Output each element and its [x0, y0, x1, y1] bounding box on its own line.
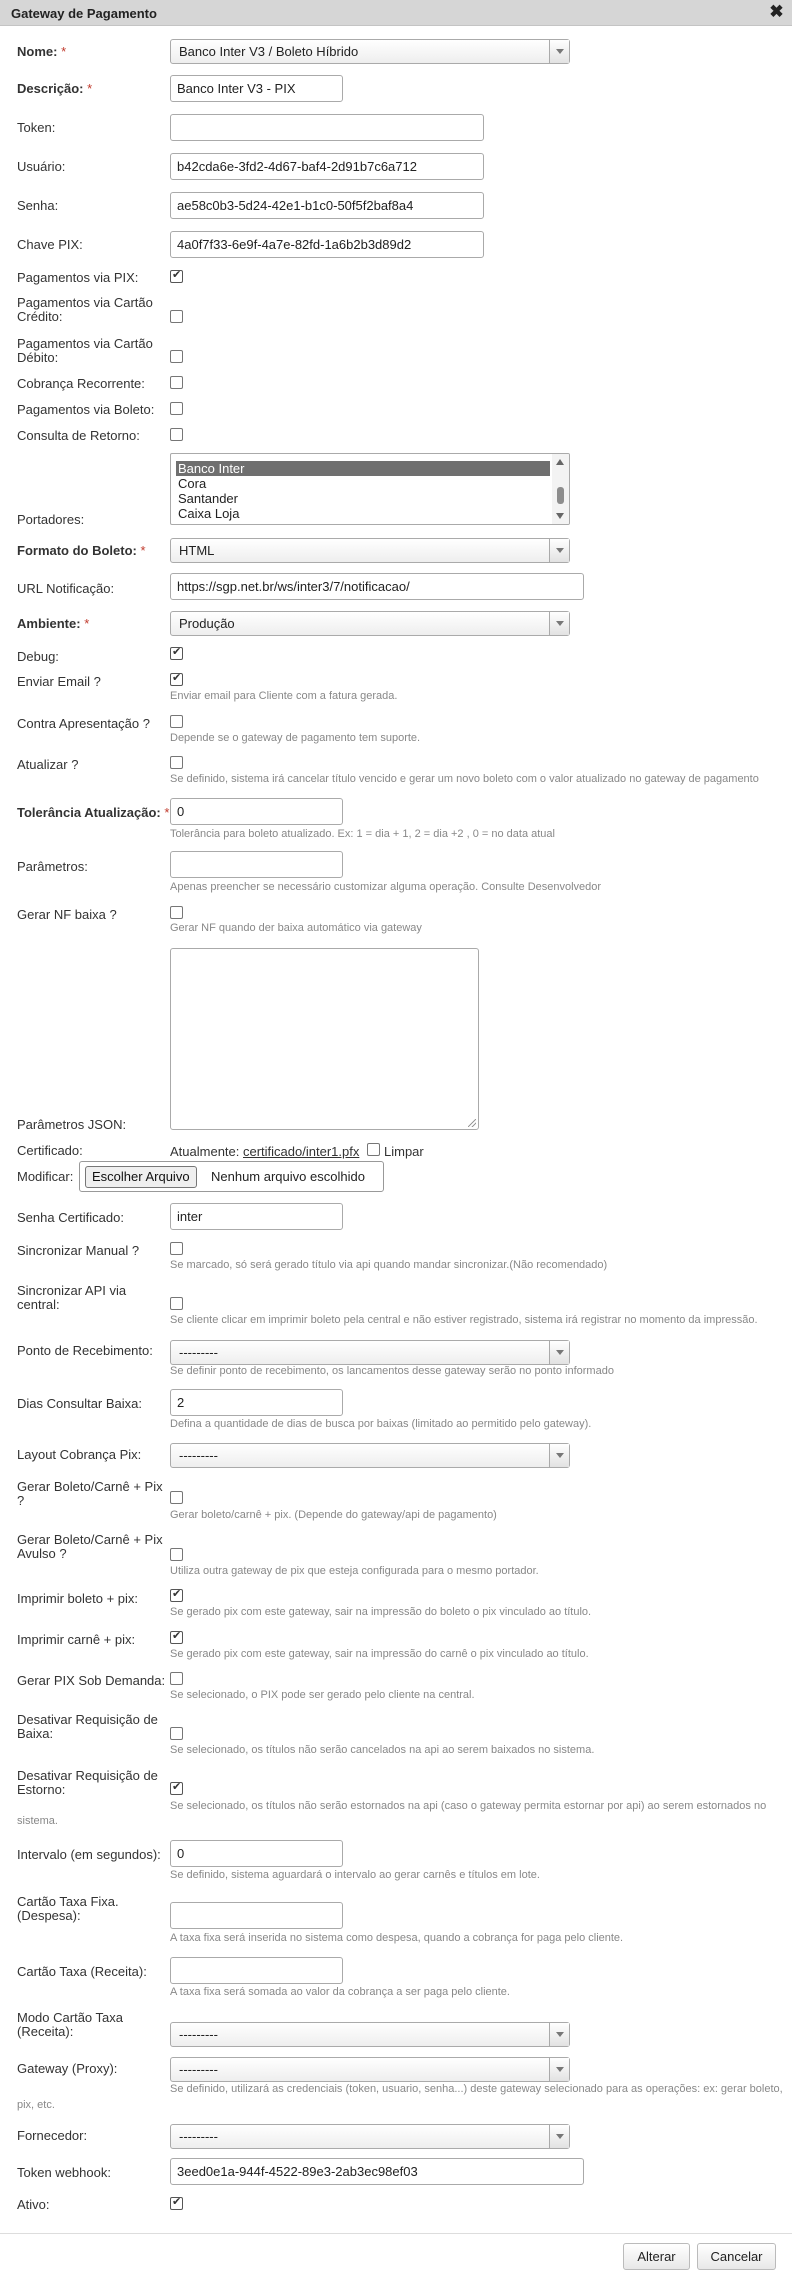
limpar-checkbox[interactable]: [367, 1143, 380, 1156]
chevron-down-icon: [549, 1341, 569, 1364]
layout-pix-label: Layout Cobrança Pix:: [17, 1447, 142, 1462]
dialog-title: Gateway de Pagamento: [11, 6, 157, 21]
chave-pix-input[interactable]: 4a0f7f33-6e9f-4a7e-82fd-1a6b2b3d89d2: [170, 231, 484, 258]
consulta-retorno-checkbox[interactable]: [170, 428, 183, 441]
tolerancia-input[interactable]: 0: [170, 798, 343, 825]
gerar-boleto-pix-avulso-help: Utiliza outra gateway de pix que esteja configurada para o mesmo portador.: [170, 1565, 539, 1577]
ambiente-value: Produção: [179, 616, 235, 631]
token-webhook-input[interactable]: 3eed0e1a-944f-4522-89e3-2ab3ec98ef03: [170, 2158, 584, 2185]
sincronizar-api-help: Se cliente clicar em imprimir boleto pela central e não estiver registrado, sistema irá registrar no momento da impressão.: [170, 1314, 758, 1326]
cancelar-button[interactable]: Cancelar: [697, 2243, 776, 2270]
tolerancia-label: Tolerância Atualização: *: [17, 805, 170, 820]
atualizar-checkbox[interactable]: [170, 756, 183, 769]
enviar-email-label: Enviar Email ?: [17, 674, 101, 689]
gateway-proxy-value: ---------: [179, 2062, 218, 2077]
parametros-label: Parâmetros:: [17, 859, 88, 874]
layout-pix-value: ---------: [179, 1448, 218, 1463]
debug-label: Debug:: [17, 649, 59, 664]
intervalo-input[interactable]: 0: [170, 1840, 343, 1867]
sincronizar-api-label: Sincronizar API via central:: [17, 1283, 127, 1312]
chevron-down-icon: [549, 2125, 569, 2148]
sincronizar-manual-label: Sincronizar Manual ?: [17, 1243, 140, 1258]
gerar-nf-baixa-help: Gerar NF quando der baixa automático via gateway: [170, 922, 422, 934]
debug-checkbox[interactable]: [170, 647, 183, 660]
ponto-recebimento-help: Se definir ponto de recebimento, os lancamentos desse gateway serão no ponto informado: [170, 1365, 614, 1377]
file-status: Nenhum arquivo escolhido: [211, 1169, 365, 1184]
senha-input[interactable]: ae58c0b3-5d24-42e1-b1c0-50f5f2baf8a4: [170, 192, 484, 219]
gerar-boleto-pix-avulso-label: Gerar Boleto/Carnê + Pix Avulso ?: [17, 1532, 163, 1561]
desativar-estorno-checkbox[interactable]: [170, 1782, 183, 1795]
pag-credito-checkbox[interactable]: [170, 310, 183, 323]
imprimir-boleto-pix-help: Se gerado pix com este gateway, sair na impressão do boleto o pix vinculado ao título.: [170, 1606, 592, 1618]
scrollbar[interactable]: [552, 454, 569, 524]
fornecedor-value: ---------: [179, 2129, 218, 2144]
url-notificacao-label: URL Notificação:: [17, 581, 115, 596]
parametros-input[interactable]: [170, 851, 343, 878]
desativar-baixa-help: Se selecionado, os títulos não serão cancelados na api ao serem baixados no sistema.: [170, 1744, 595, 1756]
intervalo-help: Se definido, sistema aguardará o intervalo ao gerar carnês e títulos em lote.: [170, 1869, 540, 1881]
dias-consultar-help: Defina a quantidade de dias de busca por baixas (limitado ao permitido pelo gateway).: [170, 1418, 592, 1430]
ponto-recebimento-select[interactable]: [170, 1340, 570, 1365]
dias-consultar-input[interactable]: 2: [170, 1389, 343, 1416]
imprimir-carne-pix-help: Se gerado pix com este gateway, sair na impressão do carnê o pix vinculado ao título.: [170, 1648, 589, 1660]
formato-boleto-label: Formato do Boleto: *: [17, 543, 146, 558]
url-notificacao-input[interactable]: https://sgp.net.br/ws/inter3/7/notificacao/: [170, 573, 584, 600]
portadores-listbox[interactable]: [170, 453, 570, 525]
gerar-pix-demanda-checkbox[interactable]: [170, 1672, 183, 1685]
choose-file-button[interactable]: Escolher Arquivo: [85, 1166, 197, 1188]
desativar-baixa-checkbox[interactable]: [170, 1727, 183, 1740]
sincronizar-manual-checkbox[interactable]: [170, 1242, 183, 1255]
chevron-down-icon: [549, 2023, 569, 2046]
senha-certificado-label: Senha Certificado:: [17, 1210, 124, 1225]
enviar-email-checkbox[interactable]: [170, 673, 183, 686]
gateway-proxy-select[interactable]: [170, 2057, 570, 2082]
parametros-json-textarea[interactable]: [170, 948, 479, 1130]
cobranca-recorrente-label: Cobrança Recorrente:: [17, 376, 145, 391]
gerar-boleto-pix-checkbox[interactable]: [170, 1491, 183, 1504]
fornecedor-label: Fornecedor:: [17, 2128, 88, 2143]
portadores-option[interactable]: Banco Inter: [176, 461, 550, 476]
dias-consultar-label: Dias Consultar Baixa:: [17, 1396, 142, 1411]
enviar-email-help: Enviar email para Cliente com a fatura gerada.: [170, 690, 398, 702]
senha-certificado-input[interactable]: inter: [170, 1203, 343, 1230]
pag-credito-label: Pagamentos via Cartão Crédito:: [17, 295, 153, 324]
pag-boleto-checkbox[interactable]: [170, 402, 183, 415]
ponto-recebimento-label: Ponto de Recebimento:: [17, 1343, 153, 1358]
token-input[interactable]: [170, 114, 484, 141]
atualizar-help: Se definido, sistema irá cancelar título vencido e gerar um novo boleto com o valor atualizado no gateway de pagamento: [170, 773, 759, 785]
intervalo-label: Intervalo (em segundos):: [17, 1847, 161, 1862]
gerar-nf-baixa-label: Gerar NF baixa ?: [17, 907, 117, 922]
parametros-json-label: Parâmetros JSON:: [17, 1117, 127, 1132]
gerar-boleto-pix-label: Gerar Boleto/Carnê + Pix ?: [17, 1479, 163, 1508]
portadores-label: Portadores:: [17, 512, 85, 527]
dialog-titlebar: [0, 0, 792, 26]
portadores-option[interactable]: Cora: [178, 476, 207, 491]
limpar-label: Limpar: [384, 1144, 424, 1159]
portadores-option[interactable]: Caixa Loja: [178, 506, 240, 521]
file-input[interactable]: [79, 1161, 384, 1192]
token-label: Token:: [17, 120, 56, 135]
sincronizar-manual-help: Se marcado, só será gerado título via api quando mandar sincronizar.(Não recomendado): [170, 1259, 608, 1271]
chave-pix-label: Chave PIX:: [17, 237, 83, 252]
parametros-help: Apenas preencher se necessário customizar alguma operação. Consulte Desenvolvedor: [170, 881, 602, 893]
nome-select[interactable]: [170, 39, 570, 64]
gerar-pix-demanda-help: Se selecionado, o PIX pode ser gerado pelo cliente na central.: [170, 1689, 475, 1701]
certificado-current: [170, 1144, 359, 1159]
gerar-nf-baixa-checkbox[interactable]: [170, 906, 183, 919]
chevron-down-icon: [549, 539, 569, 562]
consulta-retorno-label: Consulta de Retorno:: [17, 428, 140, 443]
contra-apresentacao-label: Contra Apresentação ?: [17, 716, 150, 731]
gerar-boleto-pix-avulso-checkbox[interactable]: [170, 1548, 183, 1561]
imprimir-boleto-pix-checkbox[interactable]: [170, 1589, 183, 1602]
chevron-down-icon: [549, 2058, 569, 2081]
portadores-option[interactable]: Santander: [178, 491, 238, 506]
fornecedor-select[interactable]: [170, 2124, 570, 2149]
ambiente-label: Ambiente: *: [17, 616, 90, 631]
close-icon[interactable]: ✖: [769, 2, 784, 21]
contra-apresentacao-checkbox[interactable]: [170, 715, 183, 728]
gateway-proxy-help-cont: pix, etc.: [17, 2099, 55, 2111]
gerar-pix-demanda-label: Gerar PIX Sob Demanda:: [17, 1673, 166, 1688]
tolerancia-help: Tolerância para boleto atualizado. Ex: 1 = dia + 1, 2 = dia +2 , 0 = no data atual: [170, 828, 555, 840]
usuario-label: Usuário:: [17, 159, 66, 174]
imprimir-carne-pix-checkbox[interactable]: [170, 1631, 183, 1644]
ambiente-select[interactable]: [170, 611, 570, 636]
contra-apresentacao-help: Depende se o gateway de pagamento tem suporte.: [170, 732, 421, 744]
footer-divider: [0, 2233, 792, 2234]
alterar-button[interactable]: Alterar: [623, 2243, 690, 2270]
chevron-down-icon: [549, 40, 569, 63]
modo-cartao-taxa-label: Modo Cartão Taxa (Receita):: [17, 2010, 123, 2039]
scroll-thumb[interactable]: [557, 487, 564, 504]
cartao-taxa-fixa-input[interactable]: [170, 1902, 343, 1929]
cartao-taxa-fixa-help: A taxa fixa será inserida no sistema como despesa, quando a cobrança for paga pelo cliente.: [170, 1932, 624, 1944]
gateway-proxy-help: Se definido, utilizará as credenciais (token, usuario, senha...) deste gateway selecionado para as operações: ex: gerar boleto,: [170, 2083, 783, 2095]
desativar-estorno-help-cont: sistema.: [17, 1815, 58, 1827]
scroll-down-icon[interactable]: [556, 513, 564, 519]
sincronizar-api-checkbox[interactable]: [170, 1297, 183, 1310]
descricao-input[interactable]: Banco Inter V3 - PIX: [170, 75, 343, 102]
certificado-label: Certificado:: [17, 1143, 83, 1158]
pag-debito-checkbox[interactable]: [170, 350, 183, 363]
pag-pix-checkbox[interactable]: [170, 270, 183, 283]
cartao-taxa-receita-label: Cartão Taxa (Receita):: [17, 1964, 147, 1979]
pag-debito-label: Pagamentos via Cartão Débito:: [17, 336, 153, 365]
chevron-down-icon: [549, 1444, 569, 1467]
pag-pix-label: Pagamentos via PIX:: [17, 270, 139, 285]
cartao-taxa-receita-help: A taxa fixa será somada ao valor da cobrança a ser paga pelo cliente.: [170, 1986, 510, 1998]
desativar-baixa-label: Desativar Requisição de Baixa:: [17, 1712, 158, 1741]
desativar-estorno-help: Se selecionado, os títulos não serão estornados na api (caso o gateway permita estornar por api) ao serem estornados no: [170, 1800, 767, 1812]
scroll-up-icon[interactable]: [556, 459, 564, 465]
imprimir-carne-pix-label: Imprimir carnê + pix:: [17, 1632, 136, 1647]
ponto-recebimento-value: ---------: [179, 1345, 218, 1360]
formato-boleto-value: HTML: [179, 543, 215, 558]
senha-label: Senha:: [17, 198, 59, 213]
certificado-link[interactable]: certificado/inter1.pfx: [243, 1144, 360, 1159]
formato-boleto-select[interactable]: [170, 538, 570, 563]
cartao-taxa-receita-input[interactable]: [170, 1957, 343, 1984]
gerar-boleto-pix-help: Gerar boleto/carnê + pix. (Depende do gateway/api de pagamento): [170, 1509, 497, 1521]
usuario-input[interactable]: b42cda6e-3fd2-4d67-baf4-2d91b7c6a712: [170, 153, 484, 180]
imprimir-boleto-pix-label: Imprimir boleto + pix:: [17, 1591, 139, 1606]
pag-boleto-label: Pagamentos via Boleto:: [17, 402, 155, 417]
descricao-label: Descrição: *: [17, 81, 93, 96]
layout-pix-select[interactable]: [170, 1443, 570, 1468]
cobranca-recorrente-checkbox[interactable]: [170, 376, 183, 389]
modo-cartao-taxa-value: ---------: [179, 2027, 218, 2042]
certificado-current-label: Atualmente:: [170, 1144, 240, 1159]
cartao-taxa-fixa-label: Cartão Taxa Fixa. (Despesa):: [17, 1894, 119, 1923]
modificar-label: Modificar:: [17, 1169, 74, 1184]
chevron-down-icon: [549, 612, 569, 635]
nome-label: Nome: *: [17, 44, 67, 59]
nome-select-value: Banco Inter V3 / Boleto Híbrido: [179, 44, 359, 59]
desativar-estorno-label: Desativar Requisição de Estorno:: [17, 1768, 158, 1797]
resize-grip-icon[interactable]: [468, 1119, 476, 1127]
ativo-checkbox[interactable]: [170, 2197, 183, 2210]
ativo-label: Ativo:: [17, 2197, 50, 2212]
gateway-proxy-label: Gateway (Proxy):: [17, 2061, 118, 2076]
modo-cartao-taxa-select[interactable]: [170, 2022, 570, 2047]
token-webhook-label: Token webhook:: [17, 2165, 111, 2180]
atualizar-label: Atualizar ?: [17, 757, 79, 772]
